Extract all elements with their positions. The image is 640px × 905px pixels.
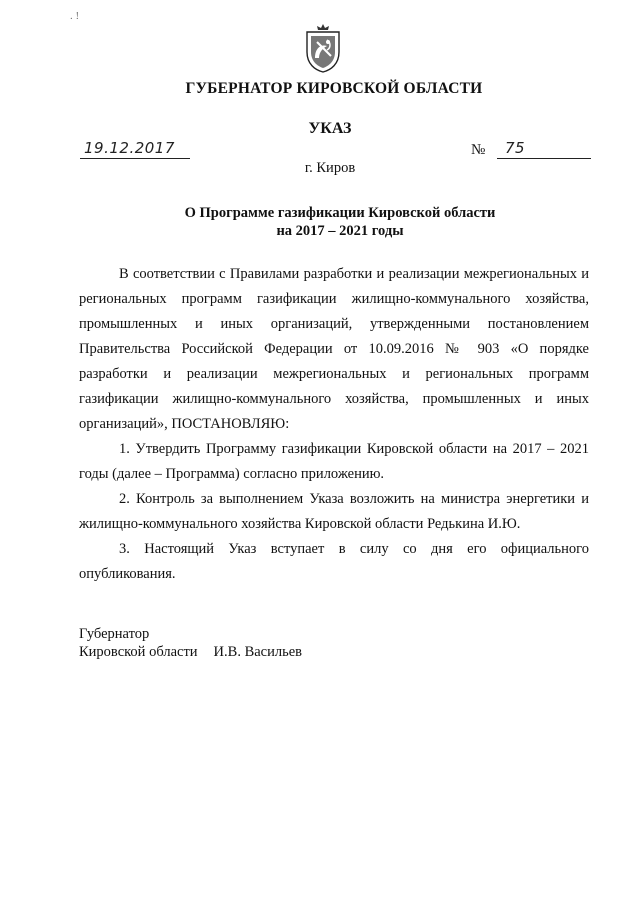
title-line-1: О Программе газификации Кировской области [184,205,496,221]
number-field [497,138,591,159]
title-line-2: на 2017 – 2021 годы [276,223,404,239]
coat-of-arms-icon [303,22,343,74]
decree-item-1: 1. Утвердить Программу газификации Кировской области на 2017 – 2021 годы (далее – Программа) согласно приложению. [79,441,589,482]
issuing-authority: ГУБЕРНАТОР КИРОВСКОЙ ОБЛАСТИ [185,80,483,97]
document-body [79,262,589,587]
number-label: № [471,142,486,158]
decree-item-3: 3. Настоящий Указ вступает в силу со дня его официального опубликования. [79,541,589,582]
signatory-position-line-1: Губернатор [79,626,150,642]
document-title [90,204,590,240]
handwritten-number: 75 [505,139,526,157]
handwritten-date: 19.12.2017 [84,139,175,157]
date-field [80,138,190,159]
document-type: УКАЗ [308,120,352,137]
signature-block [79,625,302,661]
decree-item-2: 2. Контроль за выполнением Указа возложить на министра энергетики и жилищно-коммунального хозяйства Кировской области Редькина И.Ю. [79,491,589,532]
preamble-paragraph: В соответствии с Правилами разработки и реализации межрегиональных и региональных программ газификации жилищно-коммунального хозяйства, промышленных и иных организаций, утвержденными постановлением Правительства Российской Федерации от 10.09.2016 № 903 «О порядке разработки и реализации межрегиональных и региональных программ газификации жилищно-коммунального хозяйства, промышленных и иных организаций», ПОСТАНОВЛЯЮ: [79,266,589,432]
city: г. Киров [304,160,356,176]
signatory-name: И.В. Васильев [213,644,302,660]
scan-mark: . ! [70,10,80,22]
signatory-position-line-2: Кировской области [79,644,198,660]
